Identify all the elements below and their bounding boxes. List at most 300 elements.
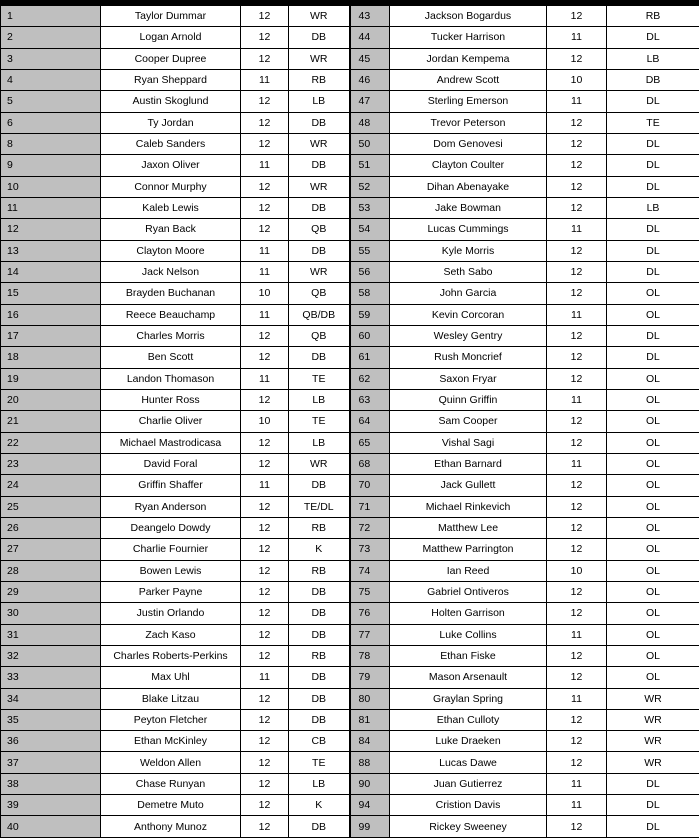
left-player-name: Michael Mastrodicasa: [101, 432, 241, 453]
left-player-grade: 11: [241, 155, 289, 176]
left-player-number: 9: [1, 155, 101, 176]
left-player-name: Charlie Fournier: [101, 539, 241, 560]
roster-row: [1, 517, 699, 538]
roster-row: [1, 432, 699, 453]
right-player-number: 59: [350, 304, 390, 325]
right-player-name: Luke Draeken: [390, 731, 547, 752]
right-player-name: Lucas Cummings: [390, 219, 547, 240]
roster-row: [1, 709, 699, 730]
roster-row: [1, 91, 699, 112]
left-player-grade: 11: [241, 475, 289, 496]
right-player-position: DL: [607, 133, 699, 154]
roster-row: [1, 624, 699, 645]
left-player-position: RB: [289, 645, 350, 666]
right-player-number: 94: [350, 795, 390, 816]
right-player-position: RB: [607, 6, 699, 27]
left-player-position: DB: [289, 155, 350, 176]
right-player-position: DL: [607, 155, 699, 176]
left-player-number: 16: [1, 304, 101, 325]
right-player-number: 73: [350, 539, 390, 560]
right-player-number: 51: [350, 155, 390, 176]
left-player-number: 32: [1, 645, 101, 666]
left-player-name: Cooper Dupree: [101, 48, 241, 69]
right-player-number: 74: [350, 560, 390, 581]
left-player-number: 14: [1, 261, 101, 282]
right-player-name: Saxon Fryar: [390, 368, 547, 389]
right-player-position: DL: [607, 219, 699, 240]
roster-row: [1, 27, 699, 48]
right-player-name: Kyle Morris: [390, 240, 547, 261]
right-player-name: Cristion Davis: [390, 795, 547, 816]
right-player-name: Lucas Dawe: [390, 752, 547, 773]
right-player-name: Graylan Spring: [390, 688, 547, 709]
left-player-number: 29: [1, 581, 101, 602]
right-player-grade: 12: [547, 133, 607, 154]
left-player-name: Weldon Allen: [101, 752, 241, 773]
left-player-number: 31: [1, 624, 101, 645]
left-player-number: 24: [1, 475, 101, 496]
left-player-name: Peyton Fletcher: [101, 709, 241, 730]
right-player-grade: 11: [547, 624, 607, 645]
left-player-name: Demetre Muto: [101, 795, 241, 816]
right-player-grade: 10: [547, 560, 607, 581]
left-player-number: 6: [1, 112, 101, 133]
right-player-number: 68: [350, 453, 390, 474]
right-player-grade: 11: [547, 688, 607, 709]
right-player-number: 81: [350, 709, 390, 730]
left-player-name: Hunter Ross: [101, 389, 241, 410]
left-player-position: DB: [289, 240, 350, 261]
left-player-grade: 12: [241, 645, 289, 666]
right-player-name: Tucker Harrison: [390, 27, 547, 48]
left-player-number: 12: [1, 219, 101, 240]
right-player-grade: 12: [547, 539, 607, 560]
right-player-number: 71: [350, 496, 390, 517]
left-player-number: 25: [1, 496, 101, 517]
left-player-position: DB: [289, 347, 350, 368]
roster-row: [1, 688, 699, 709]
right-player-grade: 12: [547, 347, 607, 368]
right-player-number: 55: [350, 240, 390, 261]
roster-row: [1, 219, 699, 240]
right-player-name: Ian Reed: [390, 560, 547, 581]
left-player-grade: 12: [241, 539, 289, 560]
left-player-number: 15: [1, 283, 101, 304]
roster-body: [1, 6, 699, 838]
right-player-grade: 11: [547, 219, 607, 240]
right-player-number: 78: [350, 645, 390, 666]
roster-row: [1, 603, 699, 624]
right-player-position: OL: [607, 560, 699, 581]
right-player-position: OL: [607, 539, 699, 560]
right-player-name: Ethan Culloty: [390, 709, 547, 730]
left-player-position: WR: [289, 48, 350, 69]
left-player-name: Brayden Buchanan: [101, 283, 241, 304]
right-player-number: 79: [350, 667, 390, 688]
roster-row: [1, 816, 699, 837]
left-player-grade: 12: [241, 688, 289, 709]
left-player-grade: 12: [241, 6, 289, 27]
right-player-grade: 11: [547, 795, 607, 816]
left-player-number: 40: [1, 816, 101, 837]
right-player-number: 65: [350, 432, 390, 453]
left-player-position: WR: [289, 6, 350, 27]
right-player-number: 45: [350, 48, 390, 69]
roster-row: [1, 48, 699, 69]
left-player-grade: 12: [241, 27, 289, 48]
left-player-position: DB: [289, 603, 350, 624]
left-player-grade: 12: [241, 197, 289, 218]
left-player-position: DB: [289, 624, 350, 645]
left-player-position: DB: [289, 816, 350, 837]
left-player-name: Kaleb Lewis: [101, 197, 241, 218]
right-player-number: 70: [350, 475, 390, 496]
right-player-position: OL: [607, 603, 699, 624]
roster-row: [1, 539, 699, 560]
right-player-name: Sterling Emerson: [390, 91, 547, 112]
right-player-name: Dihan Abenayake: [390, 176, 547, 197]
left-player-name: Ben Scott: [101, 347, 241, 368]
left-player-grade: 12: [241, 752, 289, 773]
left-player-number: 30: [1, 603, 101, 624]
right-player-name: Seth Sabo: [390, 261, 547, 282]
left-player-name: Ethan McKinley: [101, 731, 241, 752]
left-player-name: Austin Skoglund: [101, 91, 241, 112]
right-player-position: OL: [607, 581, 699, 602]
right-player-number: 90: [350, 773, 390, 794]
right-player-grade: 12: [547, 667, 607, 688]
right-player-name: Rickey Sweeney: [390, 816, 547, 837]
left-player-grade: 12: [241, 517, 289, 538]
left-player-number: 26: [1, 517, 101, 538]
right-player-name: Quinn Griffin: [390, 389, 547, 410]
left-player-position: DB: [289, 112, 350, 133]
right-player-name: Luke Collins: [390, 624, 547, 645]
left-player-position: QB: [289, 283, 350, 304]
left-player-grade: 12: [241, 816, 289, 837]
left-player-grade: 12: [241, 453, 289, 474]
left-player-grade: 11: [241, 69, 289, 90]
left-player-position: DB: [289, 581, 350, 602]
right-player-position: OL: [607, 304, 699, 325]
left-player-grade: 12: [241, 773, 289, 794]
left-player-position: DB: [289, 197, 350, 218]
left-player-grade: 11: [241, 261, 289, 282]
left-player-name: Griffin Shaffer: [101, 475, 241, 496]
right-player-position: TE: [607, 112, 699, 133]
right-player-number: 54: [350, 219, 390, 240]
right-player-number: 60: [350, 325, 390, 346]
roster-row: [1, 368, 699, 389]
right-player-position: DL: [607, 773, 699, 794]
roster-row: [1, 389, 699, 410]
roster-row: [1, 133, 699, 154]
right-player-grade: 12: [547, 411, 607, 432]
left-player-number: 4: [1, 69, 101, 90]
right-player-grade: 12: [547, 816, 607, 837]
left-player-name: Logan Arnold: [101, 27, 241, 48]
right-player-number: 52: [350, 176, 390, 197]
right-player-grade: 12: [547, 432, 607, 453]
right-player-number: 84: [350, 731, 390, 752]
left-player-grade: 12: [241, 560, 289, 581]
right-player-position: DL: [607, 795, 699, 816]
roster-row: [1, 795, 699, 816]
right-player-position: OL: [607, 389, 699, 410]
left-player-name: Ryan Anderson: [101, 496, 241, 517]
roster-row: [1, 496, 699, 517]
left-player-number: 2: [1, 27, 101, 48]
right-player-position: DL: [607, 27, 699, 48]
right-player-grade: 12: [547, 496, 607, 517]
right-player-grade: 12: [547, 261, 607, 282]
left-player-position: LB: [289, 432, 350, 453]
left-player-number: 10: [1, 176, 101, 197]
right-player-number: 53: [350, 197, 390, 218]
left-player-position: DB: [289, 709, 350, 730]
right-player-number: 99: [350, 816, 390, 837]
right-player-number: 63: [350, 389, 390, 410]
right-player-name: Michael Rinkevich: [390, 496, 547, 517]
right-player-grade: 12: [547, 368, 607, 389]
left-player-position: K: [289, 795, 350, 816]
left-player-grade: 12: [241, 603, 289, 624]
left-player-number: 36: [1, 731, 101, 752]
right-player-grade: 12: [547, 752, 607, 773]
left-player-number: 8: [1, 133, 101, 154]
roster-row: [1, 475, 699, 496]
right-player-number: 48: [350, 112, 390, 133]
right-player-position: WR: [607, 752, 699, 773]
right-player-name: Dom Genovesi: [390, 133, 547, 154]
right-player-grade: 11: [547, 389, 607, 410]
left-player-grade: 12: [241, 432, 289, 453]
left-player-name: Zach Kaso: [101, 624, 241, 645]
right-player-position: DL: [607, 816, 699, 837]
left-player-grade: 12: [241, 133, 289, 154]
left-player-grade: 12: [241, 176, 289, 197]
left-player-name: Charles Morris: [101, 325, 241, 346]
right-player-position: OL: [607, 411, 699, 432]
right-player-number: 44: [350, 27, 390, 48]
left-player-position: WR: [289, 453, 350, 474]
left-player-number: 27: [1, 539, 101, 560]
right-player-grade: 12: [547, 112, 607, 133]
left-player-number: 22: [1, 432, 101, 453]
left-player-name: Reece Beauchamp: [101, 304, 241, 325]
left-player-name: Charles Roberts-Perkins: [101, 645, 241, 666]
roster-row: [1, 6, 699, 27]
right-player-number: 58: [350, 283, 390, 304]
right-player-grade: 12: [547, 645, 607, 666]
left-player-grade: 12: [241, 581, 289, 602]
right-player-position: LB: [607, 197, 699, 218]
left-player-grade: 11: [241, 667, 289, 688]
left-player-position: DB: [289, 27, 350, 48]
right-player-number: 61: [350, 347, 390, 368]
left-player-grade: 12: [241, 325, 289, 346]
left-player-name: Justin Orlando: [101, 603, 241, 624]
left-player-name: Deangelo Dowdy: [101, 517, 241, 538]
right-player-grade: 12: [547, 176, 607, 197]
right-player-grade: 12: [547, 731, 607, 752]
left-player-position: K: [289, 539, 350, 560]
roster-row: [1, 773, 699, 794]
right-player-number: 56: [350, 261, 390, 282]
left-player-position: TE: [289, 368, 350, 389]
right-player-grade: 12: [547, 155, 607, 176]
right-player-position: OL: [607, 624, 699, 645]
left-player-number: 13: [1, 240, 101, 261]
left-player-position: WR: [289, 261, 350, 282]
left-player-position: QB: [289, 219, 350, 240]
right-player-grade: 12: [547, 475, 607, 496]
left-player-number: 37: [1, 752, 101, 773]
roster-row: [1, 645, 699, 666]
right-player-position: DL: [607, 176, 699, 197]
right-player-name: Juan Gutierrez: [390, 773, 547, 794]
left-player-position: QB: [289, 325, 350, 346]
left-player-name: Parker Payne: [101, 581, 241, 602]
left-player-name: Ryan Sheppard: [101, 69, 241, 90]
right-player-position: OL: [607, 475, 699, 496]
left-player-number: 39: [1, 795, 101, 816]
left-player-position: TE: [289, 752, 350, 773]
left-player-grade: 12: [241, 48, 289, 69]
roster-row: [1, 667, 699, 688]
left-player-name: Landon Thomason: [101, 368, 241, 389]
right-player-grade: 12: [547, 325, 607, 346]
left-player-position: LB: [289, 91, 350, 112]
left-player-grade: 12: [241, 731, 289, 752]
left-player-grade: 12: [241, 709, 289, 730]
right-player-name: Matthew Parrington: [390, 539, 547, 560]
left-player-number: 1: [1, 6, 101, 27]
left-player-grade: 10: [241, 283, 289, 304]
roster-row: [1, 560, 699, 581]
left-player-grade: 12: [241, 112, 289, 133]
right-player-number: 75: [350, 581, 390, 602]
right-player-position: OL: [607, 432, 699, 453]
left-player-number: 17: [1, 325, 101, 346]
right-player-name: Ethan Fiske: [390, 645, 547, 666]
right-player-number: 77: [350, 624, 390, 645]
right-player-name: Holten Garrison: [390, 603, 547, 624]
right-player-name: Sam Cooper: [390, 411, 547, 432]
left-player-name: Taylor Dummar: [101, 6, 241, 27]
right-player-position: DL: [607, 240, 699, 261]
roster-row: [1, 325, 699, 346]
left-player-position: TE/DL: [289, 496, 350, 517]
right-player-name: Ethan Barnard: [390, 453, 547, 474]
left-player-number: 19: [1, 368, 101, 389]
left-player-number: 18: [1, 347, 101, 368]
left-player-name: Bowen Lewis: [101, 560, 241, 581]
left-player-name: Jaxon Oliver: [101, 155, 241, 176]
left-player-grade: 12: [241, 496, 289, 517]
left-player-number: 23: [1, 453, 101, 474]
roster-row: [1, 752, 699, 773]
right-player-grade: 10: [547, 69, 607, 90]
left-player-name: Ryan Back: [101, 219, 241, 240]
right-player-number: 50: [350, 133, 390, 154]
left-player-grade: 12: [241, 624, 289, 645]
left-player-position: RB: [289, 560, 350, 581]
roster-row: [1, 304, 699, 325]
left-player-position: RB: [289, 517, 350, 538]
roster-table: [0, 5, 699, 838]
right-player-position: WR: [607, 709, 699, 730]
left-player-name: Caleb Sanders: [101, 133, 241, 154]
right-player-position: OL: [607, 368, 699, 389]
left-player-number: 21: [1, 411, 101, 432]
right-player-grade: 11: [547, 453, 607, 474]
left-player-grade: 11: [241, 368, 289, 389]
roster-row: [1, 112, 699, 133]
left-player-number: 33: [1, 667, 101, 688]
roster-row: [1, 731, 699, 752]
right-player-position: OL: [607, 453, 699, 474]
roster-row: [1, 453, 699, 474]
left-player-number: 28: [1, 560, 101, 581]
left-player-grade: 12: [241, 795, 289, 816]
left-player-name: Blake Litzau: [101, 688, 241, 709]
right-player-grade: 12: [547, 709, 607, 730]
left-player-name: David Foral: [101, 453, 241, 474]
right-player-name: Gabriel Ontiveros: [390, 581, 547, 602]
left-player-grade: 10: [241, 411, 289, 432]
left-player-position: RB: [289, 69, 350, 90]
right-player-name: Matthew Lee: [390, 517, 547, 538]
right-player-position: DB: [607, 69, 699, 90]
roster-row: [1, 411, 699, 432]
right-player-name: Trevor Peterson: [390, 112, 547, 133]
left-player-grade: 12: [241, 389, 289, 410]
right-player-position: DL: [607, 261, 699, 282]
right-player-grade: 12: [547, 240, 607, 261]
right-player-grade: 11: [547, 304, 607, 325]
roster-row: [1, 240, 699, 261]
right-player-number: 43: [350, 6, 390, 27]
left-player-number: 20: [1, 389, 101, 410]
right-player-number: 72: [350, 517, 390, 538]
left-player-name: Clayton Moore: [101, 240, 241, 261]
right-player-name: Jake Bowman: [390, 197, 547, 218]
right-player-position: WR: [607, 731, 699, 752]
right-player-number: 80: [350, 688, 390, 709]
right-player-position: OL: [607, 283, 699, 304]
left-player-name: Charlie Oliver: [101, 411, 241, 432]
right-player-name: Clayton Coulter: [390, 155, 547, 176]
left-player-grade: 12: [241, 91, 289, 112]
right-player-position: WR: [607, 688, 699, 709]
roster-row: [1, 176, 699, 197]
right-player-grade: 12: [547, 48, 607, 69]
roster-row: [1, 261, 699, 282]
right-player-name: John Garcia: [390, 283, 547, 304]
left-player-number: 11: [1, 197, 101, 218]
left-player-name: Anthony Munoz: [101, 816, 241, 837]
right-player-grade: 11: [547, 91, 607, 112]
right-player-position: OL: [607, 517, 699, 538]
left-player-grade: 12: [241, 219, 289, 240]
right-player-number: 62: [350, 368, 390, 389]
right-player-number: 88: [350, 752, 390, 773]
left-player-position: QB/DB: [289, 304, 350, 325]
left-player-position: LB: [289, 389, 350, 410]
right-player-grade: 12: [547, 581, 607, 602]
right-player-position: OL: [607, 496, 699, 517]
